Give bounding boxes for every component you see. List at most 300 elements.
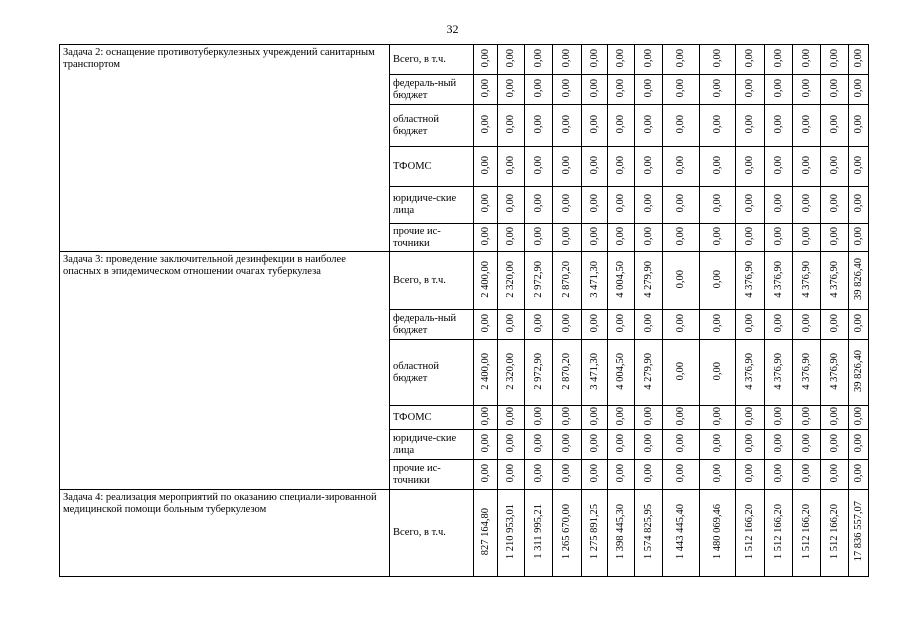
amount-cell (498, 224, 525, 252)
amount-cell (736, 224, 765, 252)
amount-value: 0,00 (615, 313, 626, 333)
amount-value: 0,00 (532, 226, 544, 246)
amount-value: 0,00 (615, 433, 626, 453)
amount-value: 0,00 (711, 48, 723, 68)
amount-value: 0,00 (675, 313, 686, 333)
amount-cell (498, 430, 525, 460)
amount-cell (635, 406, 663, 430)
amount-value: 0,00 (479, 226, 491, 246)
amount-value: 0,00 (642, 155, 654, 175)
amount-value: 0,00 (642, 114, 654, 134)
amount-value: 0,00 (744, 463, 755, 483)
funding-source: Всего, в т.ч. (390, 252, 474, 310)
amount-value: 0,00 (800, 313, 812, 333)
amount-cell (608, 187, 635, 224)
amount-cell (582, 105, 608, 147)
amount-cell (608, 406, 635, 430)
amount-value: 0,00 (772, 48, 784, 68)
amount-value: 0,00 (744, 406, 755, 426)
amount-value: 0,00 (852, 155, 864, 175)
amount-cell (582, 310, 608, 340)
amount-cell (700, 340, 736, 406)
amount-value: 0,00 (561, 194, 572, 213)
amount-value: 4 279,90 (642, 352, 654, 390)
amount-value: 0,00 (532, 433, 544, 453)
amount-value: 0,00 (711, 78, 723, 98)
amount-cell (474, 147, 498, 187)
amount-cell (582, 340, 608, 406)
amount-value: 4 004,50 (615, 260, 626, 298)
amount-value: 0,00 (588, 48, 600, 68)
amount-value: 0,00 (505, 463, 516, 483)
amount-value: 4 376,90 (800, 260, 812, 298)
amount-value: 0,00 (642, 313, 654, 333)
amount-value: 1 480 069,46 (711, 503, 723, 560)
amount-cell (498, 460, 525, 490)
funding-source: прочие ис-точники (390, 460, 474, 490)
amount-cell (474, 224, 498, 252)
amount-cell (582, 224, 608, 252)
amount-cell (821, 187, 849, 224)
amount-cell (553, 187, 582, 224)
amount-cell (849, 147, 869, 187)
amount-cell (498, 406, 525, 430)
amount-cell (608, 105, 635, 147)
amount-value: 0,00 (588, 433, 600, 453)
amount-cell (849, 406, 869, 430)
amount-cell (608, 310, 635, 340)
amount-value: 0,00 (532, 114, 544, 134)
amount-cell (635, 187, 663, 224)
amount-cell (700, 105, 736, 147)
amount-value: 0,00 (744, 226, 755, 246)
amount-value: 0,00 (561, 463, 572, 483)
amount-value: 0,00 (675, 406, 686, 426)
amount-cell (498, 252, 525, 310)
amount-cell (736, 340, 765, 406)
amount-cell (700, 252, 736, 310)
amount-cell (474, 310, 498, 340)
amount-value: 0,00 (772, 313, 784, 333)
amount-value: 0,00 (852, 433, 864, 453)
funding-source: ТФОМС (390, 147, 474, 187)
amount-cell (582, 45, 608, 75)
table-row (60, 490, 869, 577)
amount-cell (821, 490, 849, 577)
amount-value: 0,00 (588, 194, 600, 213)
amount-cell (663, 340, 700, 406)
amount-value: 2 870,20 (561, 260, 572, 298)
amount-cell (582, 252, 608, 310)
amount-value: 0,00 (505, 313, 516, 333)
amount-value: 0,00 (744, 48, 755, 68)
amount-cell (498, 310, 525, 340)
amount-value: 2 972,90 (532, 260, 544, 298)
amount-cell (849, 340, 869, 406)
amount-cell (765, 105, 793, 147)
amount-cell (525, 187, 553, 224)
amount-value: 0,00 (711, 194, 723, 213)
amount-cell (821, 460, 849, 490)
amount-cell (663, 460, 700, 490)
amount-value: 4 376,90 (772, 352, 784, 390)
amount-value: 0,00 (852, 463, 864, 483)
amount-value: 0,00 (711, 313, 723, 333)
amount-value: 0,00 (532, 48, 544, 68)
amount-value: 0,00 (532, 155, 544, 175)
amount-cell (849, 45, 869, 75)
amount-cell (474, 75, 498, 105)
amount-value: 1 512 166,20 (744, 503, 755, 560)
amount-cell (700, 187, 736, 224)
amount-value: 0,00 (479, 114, 491, 134)
amount-cell (525, 310, 553, 340)
amount-value: 0,00 (828, 78, 840, 98)
amount-value: 0,00 (561, 226, 572, 246)
amount-cell (736, 430, 765, 460)
amount-value: 0,00 (532, 78, 544, 98)
amount-cell (635, 147, 663, 187)
task-description: Задача 4: реализация мероприятий по оказанию специали-зированной медицинской помощи больным туберкулезом (60, 490, 390, 577)
amount-cell (793, 105, 821, 147)
amount-cell (849, 252, 869, 310)
amount-cell (736, 105, 765, 147)
amount-value: 4 376,90 (828, 260, 840, 298)
amount-value: 0,00 (852, 78, 864, 98)
amount-cell (582, 75, 608, 105)
amount-value: 0,00 (479, 155, 491, 175)
amount-value: 0,00 (505, 406, 516, 426)
amount-cell (553, 75, 582, 105)
amount-cell (608, 340, 635, 406)
amount-cell (525, 490, 553, 577)
amount-value: 0,00 (744, 313, 755, 333)
amount-cell (821, 105, 849, 147)
amount-value: 0,00 (800, 406, 812, 426)
amount-value: 1 398 445,30 (615, 503, 626, 560)
amount-value: 0,00 (615, 114, 626, 134)
amount-cell (608, 490, 635, 577)
amount-value: 0,00 (505, 433, 516, 453)
amount-cell (525, 430, 553, 460)
amount-value: 17 836 557,07 (852, 501, 864, 562)
amount-value: 0,00 (828, 48, 840, 68)
amount-cell (498, 490, 525, 577)
amount-value: 0,00 (479, 433, 491, 453)
amount-value: 0,00 (642, 194, 654, 213)
amount-cell (765, 490, 793, 577)
amount-cell (736, 310, 765, 340)
amount-cell (849, 224, 869, 252)
amount-cell (849, 105, 869, 147)
amount-cell (700, 147, 736, 187)
amount-cell (663, 430, 700, 460)
amount-value: 0,00 (505, 114, 516, 134)
amount-cell (821, 406, 849, 430)
amount-cell (553, 340, 582, 406)
amount-cell (849, 310, 869, 340)
amount-value: 0,00 (800, 463, 812, 483)
funding-source: юридиче-ские лица (390, 430, 474, 460)
amount-cell (663, 406, 700, 430)
amount-cell (765, 406, 793, 430)
amount-value: 0,00 (744, 194, 755, 213)
amount-cell (821, 75, 849, 105)
amount-cell (793, 187, 821, 224)
amount-cell (736, 147, 765, 187)
amount-cell (635, 105, 663, 147)
amount-cell (663, 490, 700, 577)
amount-cell (525, 224, 553, 252)
amount-cell (498, 105, 525, 147)
amount-cell (700, 406, 736, 430)
amount-value: 0,00 (852, 226, 864, 246)
amount-value: 0,00 (711, 155, 723, 175)
amount-cell (736, 187, 765, 224)
amount-cell (635, 490, 663, 577)
amount-cell (553, 45, 582, 75)
amount-value: 0,00 (800, 226, 812, 246)
amount-cell (608, 460, 635, 490)
amount-value: 0,00 (615, 463, 626, 483)
amount-value: 0,00 (828, 433, 840, 453)
amount-cell (700, 224, 736, 252)
amount-cell (793, 310, 821, 340)
amount-cell (663, 310, 700, 340)
amount-cell (635, 252, 663, 310)
amount-value: 0,00 (772, 194, 784, 213)
amount-value: 0,00 (505, 78, 516, 98)
amount-cell (635, 340, 663, 406)
amount-cell (474, 406, 498, 430)
amount-cell (474, 105, 498, 147)
amount-cell (793, 430, 821, 460)
amount-cell (663, 45, 700, 75)
amount-value: 0,00 (772, 155, 784, 175)
amount-cell (765, 252, 793, 310)
amount-value: 0,00 (744, 114, 755, 134)
amount-cell (525, 460, 553, 490)
amount-value: 0,00 (532, 463, 544, 483)
amount-value: 0,00 (588, 226, 600, 246)
amount-value: 0,00 (828, 226, 840, 246)
amount-value: 0,00 (505, 155, 516, 175)
amount-cell (849, 490, 869, 577)
amount-value: 0,00 (588, 313, 600, 333)
amount-cell (582, 187, 608, 224)
amount-cell (793, 147, 821, 187)
amount-cell (553, 224, 582, 252)
amount-value: 0,00 (675, 114, 686, 134)
amount-cell (635, 310, 663, 340)
amount-value: 2 400,00 (479, 260, 491, 298)
amount-value: 0,00 (588, 155, 600, 175)
amount-value: 0,00 (711, 406, 723, 426)
amount-value: 0,00 (615, 406, 626, 426)
amount-value: 0,00 (800, 433, 812, 453)
amount-cell (498, 75, 525, 105)
amount-value: 0,00 (561, 433, 572, 453)
funding-source: областной бюджет (390, 105, 474, 147)
table-row (60, 252, 869, 310)
amount-cell (474, 340, 498, 406)
funding-source: ТФОМС (390, 406, 474, 430)
amount-value: 0,00 (479, 313, 491, 333)
amount-value: 0,00 (642, 463, 654, 483)
amount-value: 0,00 (852, 313, 864, 333)
amount-cell (525, 105, 553, 147)
amount-cell (736, 45, 765, 75)
amount-value: 1 265 670,00 (561, 503, 572, 560)
amount-value: 0,00 (532, 194, 544, 213)
amount-cell (582, 147, 608, 187)
amount-value: 0,00 (642, 433, 654, 453)
amount-cell (765, 460, 793, 490)
amount-value: 0,00 (800, 48, 812, 68)
amount-cell (765, 430, 793, 460)
amount-value: 0,00 (561, 406, 572, 426)
amount-cell (736, 75, 765, 105)
amount-value: 0,00 (561, 114, 572, 134)
amount-value: 0,00 (852, 114, 864, 134)
amount-cell (498, 147, 525, 187)
amount-cell (700, 430, 736, 460)
amount-cell (474, 490, 498, 577)
amount-value: 0,00 (828, 114, 840, 134)
amount-cell (765, 310, 793, 340)
funding-source: прочие ис-точники (390, 224, 474, 252)
amount-value: 0,00 (675, 269, 686, 289)
amount-value: 0,00 (744, 78, 755, 98)
amount-cell (553, 430, 582, 460)
funding-source: Всего, в т.ч. (390, 45, 474, 75)
amount-cell (700, 45, 736, 75)
amount-cell (821, 430, 849, 460)
amount-cell (821, 224, 849, 252)
amount-cell (608, 45, 635, 75)
amount-value: 0,00 (588, 114, 600, 134)
amount-cell (849, 187, 869, 224)
task-description: Задача 3: проведение заключительной дезинфекции в наиболее опасных в эпидемическом отношении очагах туберкулеза (60, 252, 390, 490)
amount-value: 2 870,20 (561, 352, 572, 390)
amount-value: 0,00 (711, 463, 723, 483)
amount-value: 1 512 166,20 (800, 503, 812, 560)
amount-cell (525, 252, 553, 310)
amount-value: 0,00 (505, 48, 516, 68)
amount-value: 2 400,00 (479, 352, 491, 390)
amount-cell (525, 340, 553, 406)
amount-cell (608, 430, 635, 460)
amount-cell (821, 45, 849, 75)
funding-source: федераль-ный бюджет (390, 310, 474, 340)
amount-value: 0,00 (675, 194, 686, 213)
amount-value: 0,00 (675, 155, 686, 175)
amount-value: 0,00 (772, 226, 784, 246)
amount-cell (793, 460, 821, 490)
funding-source: федераль-ный бюджет (390, 75, 474, 105)
amount-value: 0,00 (588, 78, 600, 98)
amount-value: 0,00 (532, 406, 544, 426)
amount-value: 0,00 (828, 194, 840, 213)
amount-cell (736, 252, 765, 310)
amount-cell (525, 147, 553, 187)
amount-value: 0,00 (615, 226, 626, 246)
amount-cell (608, 252, 635, 310)
amount-cell (553, 406, 582, 430)
amount-value: 0,00 (675, 78, 686, 98)
amount-cell (821, 340, 849, 406)
amount-cell (793, 490, 821, 577)
funding-source: областной бюджет (390, 340, 474, 406)
amount-cell (582, 490, 608, 577)
amount-value: 0,00 (828, 463, 840, 483)
amount-cell (498, 187, 525, 224)
funding-source: юридиче-ские лица (390, 187, 474, 224)
amount-cell (608, 147, 635, 187)
amount-cell (700, 490, 736, 577)
amount-value: 1 574 825,95 (642, 503, 654, 560)
amount-value: 0,00 (711, 226, 723, 246)
amount-value: 0,00 (561, 48, 572, 68)
amount-cell (765, 45, 793, 75)
amount-value: 0,00 (532, 313, 544, 333)
amount-cell (793, 45, 821, 75)
amount-cell (635, 430, 663, 460)
amount-cell (498, 45, 525, 75)
amount-cell (582, 460, 608, 490)
amount-value: 0,00 (642, 226, 654, 246)
amount-cell (765, 340, 793, 406)
amount-value: 4 376,90 (828, 352, 840, 390)
amount-cell (474, 460, 498, 490)
amount-cell (663, 147, 700, 187)
amount-value: 0,00 (800, 114, 812, 134)
amount-cell (553, 147, 582, 187)
amount-value: 0,00 (675, 48, 686, 68)
amount-value: 2 972,90 (532, 352, 544, 390)
amount-value: 0,00 (479, 194, 491, 213)
amount-cell (765, 224, 793, 252)
amount-value: 0,00 (479, 463, 491, 483)
amount-value: 0,00 (772, 463, 784, 483)
budget-table (59, 44, 869, 577)
amount-cell (765, 187, 793, 224)
amount-value: 0,00 (711, 269, 723, 289)
amount-value: 0,00 (479, 78, 491, 98)
amount-value: 0,00 (772, 433, 784, 453)
amount-value: 0,00 (675, 463, 686, 483)
amount-cell (849, 75, 869, 105)
amount-value: 0,00 (828, 155, 840, 175)
amount-value: 39 826,40 (852, 350, 864, 392)
amount-cell (736, 406, 765, 430)
amount-value: 0,00 (479, 406, 491, 426)
amount-cell (793, 406, 821, 430)
amount-value: 0,00 (561, 155, 572, 175)
amount-cell (553, 105, 582, 147)
amount-value: 0,00 (711, 361, 723, 381)
amount-value: 0,00 (642, 78, 654, 98)
amount-cell (608, 224, 635, 252)
amount-value: 0,00 (744, 433, 755, 453)
amount-value: 4 376,90 (744, 352, 755, 390)
amount-cell (821, 252, 849, 310)
amount-cell (635, 224, 663, 252)
amount-cell (663, 105, 700, 147)
amount-value: 1 210 953,01 (505, 503, 516, 560)
amount-cell (525, 45, 553, 75)
task-description: Задача 2: оснащение противотуберкулезных учреждений санитарным транспортом (60, 45, 390, 252)
